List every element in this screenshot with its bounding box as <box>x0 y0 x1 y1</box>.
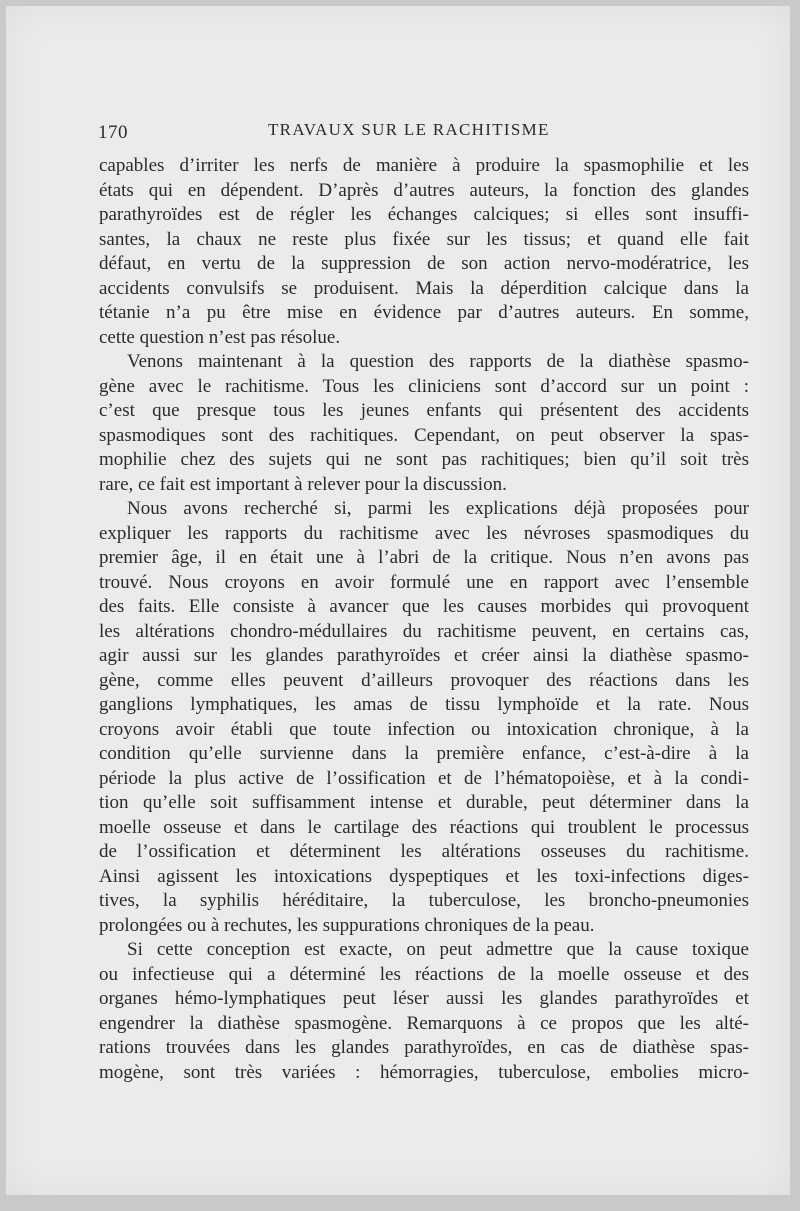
running-title: TRAVAUX SUR LE RACHITISME <box>268 120 550 139</box>
text-line: rare, ce fait est important à relever pour la discussion. <box>99 473 507 495</box>
text-line: ganglions lymphatiques, les amas de tissu lymphoïde et la rate. Nous <box>99 694 749 715</box>
text-line: spasmodiques sont des rachitiques. Cependant, on peut observer la spas- <box>99 424 749 446</box>
text-line: états qui en dépendent. D’après d’autres auteurs, la fonction des glandes <box>99 179 749 201</box>
text-line: gène avec le rachitisme. Tous les cliniciens sont d’accord sur un point : <box>99 375 749 397</box>
text-line: prolongées ou à rechutes, les suppurations chroniques de la peau. <box>99 914 595 936</box>
text-line: organes hémo-lymphatiques peut léser aussi les glandes parathyroïdes et <box>99 988 749 1009</box>
text-line: cette question n’est pas résolue. <box>99 326 341 348</box>
text-line: gène, comme elles peuvent d’ailleurs provoquer des réactions dans les <box>99 669 749 691</box>
running-head <box>98 118 748 148</box>
text-line: rations trouvées dans les glandes parathyroïdes, en cas de diathèse spas- <box>99 1037 749 1058</box>
text-line: expliquer les rapports du rachitisme avec les névroses spasmodiques du <box>99 522 749 544</box>
text-line: trouvé. Nous croyons en avoir formulé une en rapport avec l’ensemble <box>99 571 749 593</box>
page-number: 170 <box>98 122 128 143</box>
body-text <box>99 154 749 1085</box>
text-line: santes, la chaux ne reste plus fixée sur les tissus; et quand elle fait <box>99 228 749 250</box>
paragraph-start-line: Venons maintenant à la question des rapports de la diathèse spasmo- <box>127 351 749 372</box>
text-line: moelle osseuse et dans le cartilage des réactions qui troublent le processus <box>99 816 749 838</box>
text-line: Ainsi agissent les intoxications dyspeptiques et les toxi-infections diges- <box>99 865 749 887</box>
text-line: tion qu’elle soit suffisamment intense et durable, peut déterminer dans la <box>99 792 749 813</box>
text-line: accidents convulsifs se produisent. Mais la déperdition calcique dans la <box>99 277 749 299</box>
text-line: croyons avoir établi que toute infection ou intoxication chronique, à la <box>99 718 749 740</box>
text-line: des faits. Elle consiste à avancer que les causes morbides qui provoquent <box>99 596 749 617</box>
text-line: tétanie n’a pu être mise en évidence par d’autres auteurs. En somme, <box>99 302 749 323</box>
text-line: agir aussi sur les glandes parathyroïdes et créer ainsi la diathèse spasmo- <box>99 645 749 666</box>
text-line: mophilie chez des sujets qui ne sont pas rachitiques; bien qu’il soit très <box>99 449 749 470</box>
text-line: engendrer la diathèse spasmogène. Remarquons à ce propos que les alté- <box>99 1012 749 1034</box>
text-line: les altérations chondro-médullaires du rachitisme peuvent, en certains cas, <box>99 620 749 642</box>
text-line: capables d’irriter les nerfs de manière à produire la spasmophilie et les <box>99 155 749 176</box>
paragraph-start-line: Nous avons recherché si, parmi les explications déjà proposées pour <box>127 498 749 519</box>
text-line: parathyroïdes est de régler les échanges calciques; si elles sont insuffi- <box>99 204 749 225</box>
text-line: de l’ossification et déterminent les altérations osseuses du rachitisme. <box>99 841 749 862</box>
text-line: période la plus active de l’ossification et de l’hématopoièse, et à la condi- <box>99 767 749 789</box>
text-line: ou infectieuse qui a déterminé les réactions de la moelle osseuse et des <box>99 963 749 985</box>
text-line: défaut, en vertu de la suppression de son action nervo-modératrice, les <box>99 253 749 274</box>
text-line: premier âge, il en était une à l’abri de la critique. Nous n’en avons pas <box>99 547 749 568</box>
text-line: condition qu’elle survienne dans la première enfance, c’est-à-dire à la <box>99 743 749 764</box>
text-line: mogène, sont très variées : hémorragies, tuberculose, embolies micro- <box>99 1061 749 1083</box>
text-line: c’est que presque tous les jeunes enfants qui présentent des accidents <box>99 400 749 421</box>
book-page <box>6 6 790 1195</box>
text-line: tives, la syphilis héréditaire, la tuberculose, les broncho-pneumonies <box>99 890 749 911</box>
paragraph-start-line: Si cette conception est exacte, on peut admettre que la cause toxique <box>127 939 749 960</box>
